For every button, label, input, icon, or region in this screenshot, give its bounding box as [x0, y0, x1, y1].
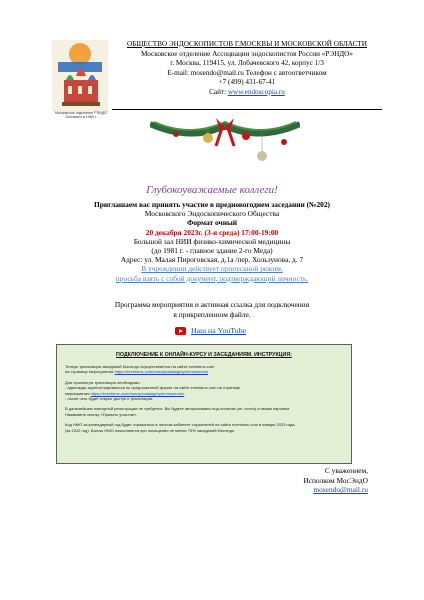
site-link[interactable]: www.endoscopia.ru [227, 87, 285, 96]
program-line: в прикрепленном файле. [173, 309, 251, 319]
org-address: г. Москва, 119415, ул. Лобачевского 42, корпус 1/3 [170, 59, 324, 68]
event-link[interactable]: https://eventsmc.com/mosvp/catalog/cycle/mosendo/ [90, 390, 185, 396]
mosendo-logo [52, 40, 108, 112]
instructions-paragraph: Для просмотра трансляции необходимо: - единожды зарегистрироваться по предложенной форме на сайте eventsmc.com на странице мероприятия https://eventsmc.com/mosvp/catalog/cycle/mosendo/ - после чего будет открыт доступ к трансляции. [65, 379, 241, 402]
signature [303, 466, 368, 495]
program-note [60, 300, 364, 319]
instructions-paragraph: Теперь трансляция заседаний Мосэндо осуществляется на сайте eventsmc.com на странице мероприятия https://eventsmc.com/mosvp/catalog/cycle/mosendo/ [65, 364, 215, 375]
meeting-address: Адрес: ул. Малая Пироговская, д.1а /пер. Хользунова, д. 7 [120, 255, 304, 265]
instructions-title: ПОДКЛЮЧЕНИЕ К ОНЛАЙН-КУРСУ И ЗАСЕДАНИЯМ. ИНСТРУКЦИЯ: [116, 352, 292, 358]
invitation-line: Приглашаем вас принять участие в предновогоднем заседании (№202) [93, 200, 331, 209]
org-email-phone: E-mail: mosendo@mail.ru Телефон с автоответчиком [167, 68, 327, 77]
instructions-paragraph: В дальнейшем повторной регистрации не требуется. Вы будете авторизованы под логином (эл. почта) и своим паролем. Нажимаете кнопку «Принять участие». [65, 406, 291, 417]
greeting: Глубокоуважаемые коллеги! [146, 184, 278, 196]
signature-line: С уважением, [324, 466, 368, 475]
program-line: Программа мероприятия и активная ссылка для подключения [114, 300, 310, 309]
event-link[interactable]: https://eventsmc.com/mosvp/catalog/cycle/mosendo/ [114, 369, 209, 375]
org-site: Сайт: www.endoscopia.ru [209, 87, 285, 96]
youtube-link[interactable]: Наш на YouTube [191, 326, 247, 335]
youtube-link-row[interactable] [175, 326, 246, 335]
meeting-hall-note: (до 1981 г. - главное здание 2-го Меда) [151, 246, 273, 256]
youtube-play-icon[interactable] [175, 327, 186, 335]
org-info [112, 40, 382, 98]
society-name: Московского Эндоскопического Общества [144, 209, 280, 219]
org-phone: +7 (499) 431-67-41 [218, 78, 276, 87]
document-notice[interactable]: просьба взять с собой документ, подтверждающий личность. [115, 273, 309, 283]
logo-caption: Московское отделение РЭНДО Основано в 1989 г. [54, 111, 108, 120]
invitation-block [60, 200, 364, 283]
org-name: ОБЩЕСТВО ЭНДОСКОПИСТОВ Г.МОСКВЫ И МОСКОВСКОЙ ОБЛАСТИ [126, 40, 367, 48]
instructions-box [56, 344, 352, 464]
instructions-paragraph: Код НМО за календарный год будет отражаться в личном кабинете слушателей на сайте eventsmc.com в январе 2023 года (за 2022 год). Баллы НМО начисляются при посещении не менее 75% заседаний Мосэндо. [65, 422, 295, 433]
meeting-hall: Большой зал НИИ физико-химической медицины [133, 236, 291, 246]
signature-email[interactable]: mosendo@mail.ru [313, 485, 368, 495]
meeting-date: 20 декабря 2023г. (3-я среда) 17:00-19:00 [145, 227, 279, 237]
signature-line: Исполком МосЭндО [303, 475, 368, 485]
org-branch: Московское отделение Ассоциации эндоскопистов России «РЭНДО» [141, 49, 353, 58]
access-notice[interactable]: В учреждении действует пропускной режим, [141, 264, 283, 274]
christmas-garland-image [150, 112, 300, 174]
meeting-format: Формат очный [187, 218, 237, 228]
header-divider [112, 109, 382, 110]
